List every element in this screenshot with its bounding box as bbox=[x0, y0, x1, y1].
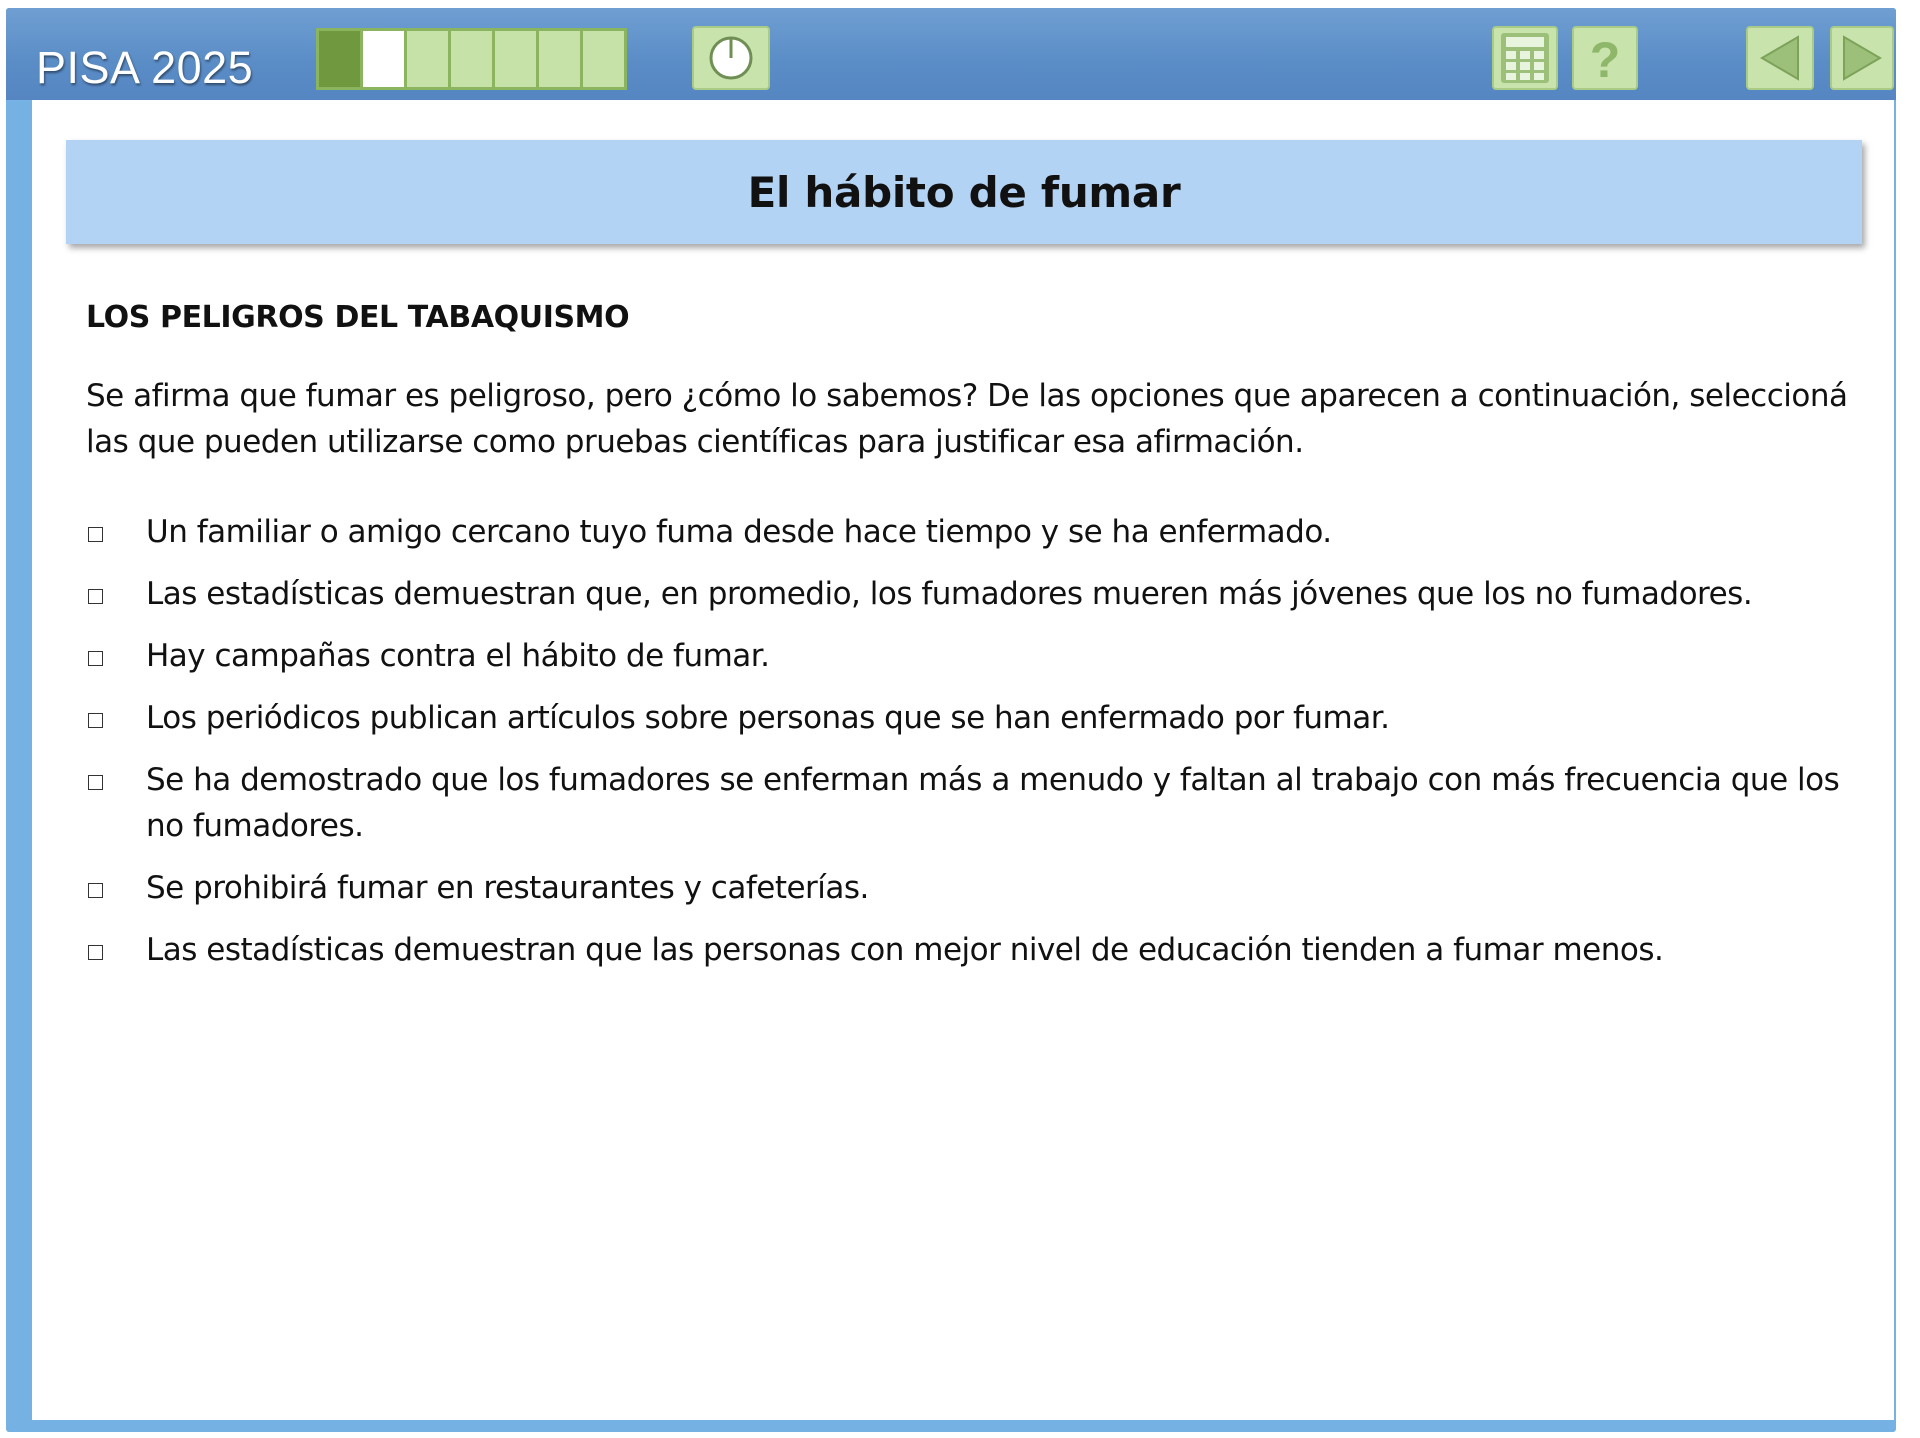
svg-text:?: ? bbox=[1589, 32, 1621, 85]
page-title: El hábito de fumar bbox=[747, 167, 1181, 217]
brand-title: PISA 2025 bbox=[36, 42, 254, 93]
progress-cell bbox=[363, 31, 404, 87]
option-label: Las estadísticas demuestran que las personas con mejor nivel de educación tienden a fumar menos. bbox=[146, 932, 1664, 968]
progress-cell bbox=[407, 31, 448, 87]
progress-cell bbox=[539, 31, 580, 87]
checkbox[interactable] bbox=[88, 713, 103, 728]
back-button[interactable] bbox=[1746, 26, 1814, 90]
progress-cell bbox=[583, 31, 624, 87]
checkbox[interactable] bbox=[88, 651, 103, 666]
checkbox[interactable] bbox=[88, 527, 103, 542]
option-item[interactable] bbox=[86, 509, 1856, 555]
content-page bbox=[32, 100, 1894, 1420]
option-item[interactable] bbox=[86, 927, 1856, 973]
section-title: LOS PELIGROS DEL TABAQUISMO bbox=[86, 300, 630, 335]
help-icon bbox=[1582, 31, 1628, 85]
option-item[interactable] bbox=[86, 757, 1856, 849]
option-label: Las estadísticas demuestran que, en promedio, los fumadores mueren más jóvenes que los no fumadores. bbox=[146, 576, 1753, 612]
top-toolbar bbox=[6, 8, 1896, 100]
progress-cell bbox=[495, 31, 536, 87]
option-item[interactable] bbox=[86, 865, 1856, 911]
checkbox[interactable] bbox=[88, 945, 103, 960]
back-arrow-icon bbox=[1756, 33, 1804, 83]
option-label: Un familiar o amigo cercano tuyo fuma desde hace tiempo y se ha enfermado. bbox=[146, 514, 1332, 550]
option-label: Hay campañas contra el hábito de fumar. bbox=[146, 638, 770, 674]
option-label: Se ha demostrado que los fumadores se enferman más a menudo y faltan al trabajo con más frecuencia que los no fumadores. bbox=[146, 762, 1840, 844]
option-label: Se prohibirá fumar en restaurantes y cafeterías. bbox=[146, 870, 869, 906]
calculator-button[interactable] bbox=[1492, 26, 1558, 90]
progress-indicator bbox=[316, 28, 627, 90]
timer-button[interactable] bbox=[692, 26, 770, 90]
question-intro: Se afirma que fumar es peligroso, pero ¿cómo lo sabemos? De las opciones que aparecen a continuación, seleccioná las que pueden utilizarse como pruebas científicas para justificar esa afirmación. bbox=[86, 378, 1848, 460]
checkbox[interactable] bbox=[88, 883, 103, 898]
next-arrow-icon bbox=[1838, 33, 1886, 83]
option-item[interactable] bbox=[86, 695, 1856, 741]
option-label: Los periódicos publican artículos sobre personas que se han enfermado por fumar. bbox=[146, 700, 1390, 736]
app-frame bbox=[6, 8, 1896, 1432]
calculator-icon bbox=[1499, 31, 1551, 85]
progress-cell bbox=[319, 31, 360, 87]
option-item[interactable] bbox=[86, 571, 1856, 617]
options-list bbox=[86, 509, 1856, 973]
option-item[interactable] bbox=[86, 633, 1856, 679]
timer-icon bbox=[707, 34, 755, 82]
checkbox[interactable] bbox=[88, 589, 103, 604]
checkbox[interactable] bbox=[88, 775, 103, 790]
progress-cell bbox=[451, 31, 492, 87]
title-bar bbox=[66, 140, 1862, 244]
question-content bbox=[86, 300, 1856, 989]
help-button[interactable] bbox=[1572, 26, 1638, 90]
next-button[interactable] bbox=[1830, 26, 1894, 90]
